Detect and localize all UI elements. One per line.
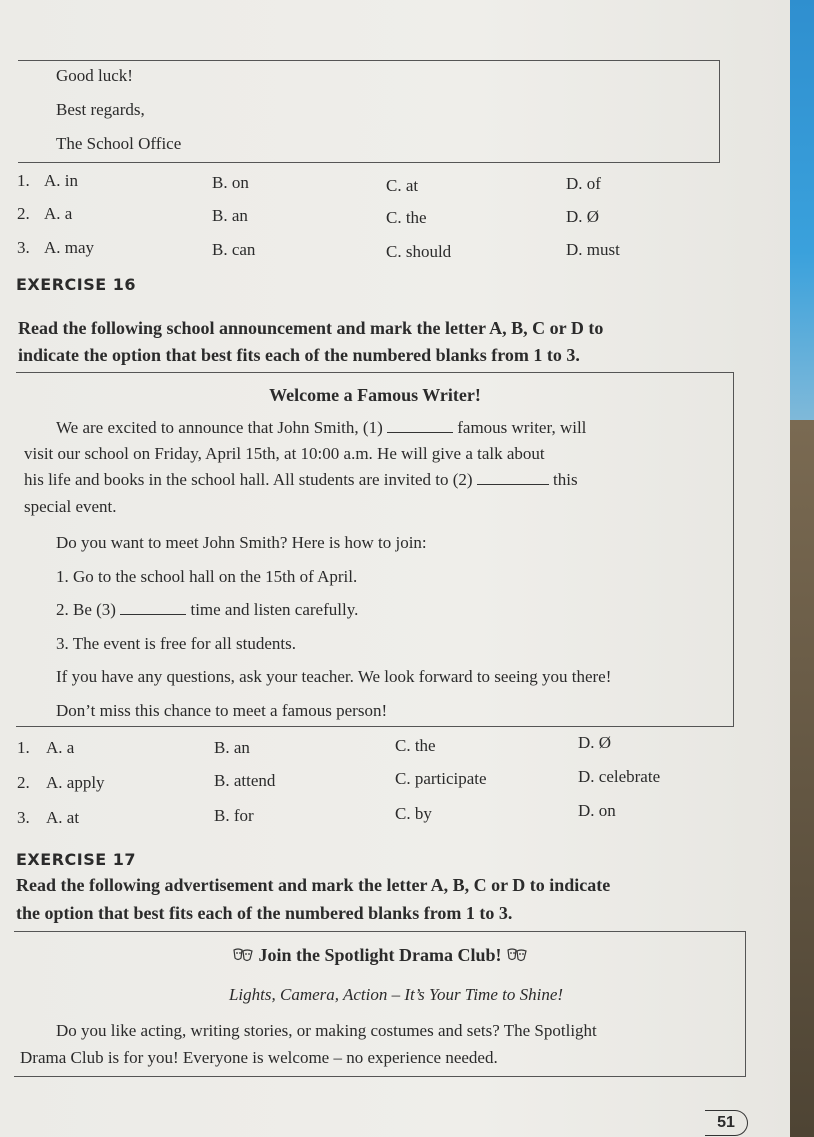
option-b: B. can [212, 240, 256, 259]
exercise-16-title: EXERCISE 16 [16, 275, 136, 294]
option-c: C. participate [395, 769, 487, 788]
option-a: A. may [44, 238, 95, 257]
background-edge [790, 0, 814, 420]
closing-note: Don’t miss this chance to meet a famous person! [56, 701, 388, 720]
question-number: 3. [17, 808, 30, 827]
background-edge [790, 420, 814, 1137]
question-number: 3. [17, 238, 30, 257]
option-d: D. on [578, 801, 616, 820]
question-number: 1. [17, 738, 30, 757]
question-number: 2. [17, 773, 30, 792]
step-3: 3. The event is free for all students. [56, 634, 296, 653]
advertisement-line-1: Do you like acting, writing stories, or making costumes and sets? The Spotlight [56, 1021, 597, 1040]
question-number: 2. [17, 204, 30, 223]
advertisement-title-row [14, 945, 746, 966]
advertisement-subtitle: Lights, Camera, Action – It’s Your Time to Shine! [228, 985, 564, 1004]
option-c: C. should [386, 242, 452, 261]
option-d: D. celebrate [578, 767, 661, 786]
page-number: 51 [705, 1110, 748, 1136]
question-number: 1. [17, 171, 30, 190]
option-c: C. at [386, 176, 419, 195]
announcement-line-3 [24, 470, 578, 490]
option-a: A. a [46, 738, 75, 757]
join-intro: Do you want to meet John Smith? Here is how to join: [56, 533, 427, 552]
blank-2 [477, 470, 549, 485]
announcement-text: We are excited to announce that John Smith, (1) [56, 418, 383, 437]
option-d: D. of [566, 174, 601, 193]
announcement-text: this [553, 470, 578, 489]
exercise-17-title: EXERCISE 17 [16, 850, 136, 869]
option-d: D. Ø [578, 733, 612, 752]
blank-3 [120, 600, 186, 615]
questions-note: If you have any questions, ask your teacher. We look forward to seeing you there! [56, 667, 612, 686]
advertisement-title: Join the Spotlight Drama Club! [258, 945, 502, 965]
option-a: A. apply [46, 773, 105, 792]
option-b: B. for [214, 806, 254, 825]
option-b: B. attend [214, 771, 276, 790]
good-luck-text: Good luck! [56, 66, 133, 85]
exercise-17-instruction-line2: the option that best fits each of the numbered blanks from 1 to 3. [16, 903, 513, 923]
step-text: time and listen carefully. [190, 600, 359, 619]
announcement-text: his life and books in the school hall. All students are invited to (2) [24, 470, 473, 489]
announcement-line-1 [56, 418, 586, 438]
exercise-17-instruction-line1: Read the following advertisement and mark the letter A, B, C or D to indicate [16, 875, 611, 895]
option-b: B. on [212, 173, 249, 192]
option-d: D. must [566, 240, 620, 259]
drama-masks-icon [232, 947, 254, 963]
blank-1 [387, 418, 453, 433]
sender-text: The School Office [56, 134, 182, 153]
step-2 [56, 600, 358, 620]
regards-text: Best regards, [56, 100, 145, 119]
step-text: 2. Be (3) [56, 600, 116, 619]
option-a: A. at [46, 808, 80, 827]
announcement-text: famous writer, will [457, 418, 587, 437]
option-c: C. the [395, 736, 436, 755]
option-b: B. an [212, 206, 248, 225]
option-a: A. a [44, 204, 73, 223]
option-b: B. an [214, 738, 250, 757]
option-d: D. Ø [566, 207, 600, 226]
announcement-line-4: special event. [24, 497, 117, 516]
option-c: C. the [386, 208, 427, 227]
announcement-title: Welcome a Famous Writer! [269, 385, 481, 405]
option-c: C. by [395, 804, 432, 823]
step-1: 1. Go to the school hall on the 15th of April. [56, 567, 358, 586]
announcement-line-2: visit our school on Friday, April 15th, at 10:00 a.m. He will give a talk about [24, 444, 545, 463]
drama-masks-icon [506, 947, 528, 963]
advertisement-line-2: Drama Club is for you! Everyone is welcome – no experience needed. [20, 1048, 498, 1067]
exercise-16-instruction-line1: Read the following school announcement and mark the letter A, B, C or D to [18, 318, 604, 338]
exercise-16-instruction-line2: indicate the option that best fits each of the numbered blanks from 1 to 3. [18, 345, 580, 365]
option-a: A. in [44, 171, 78, 190]
